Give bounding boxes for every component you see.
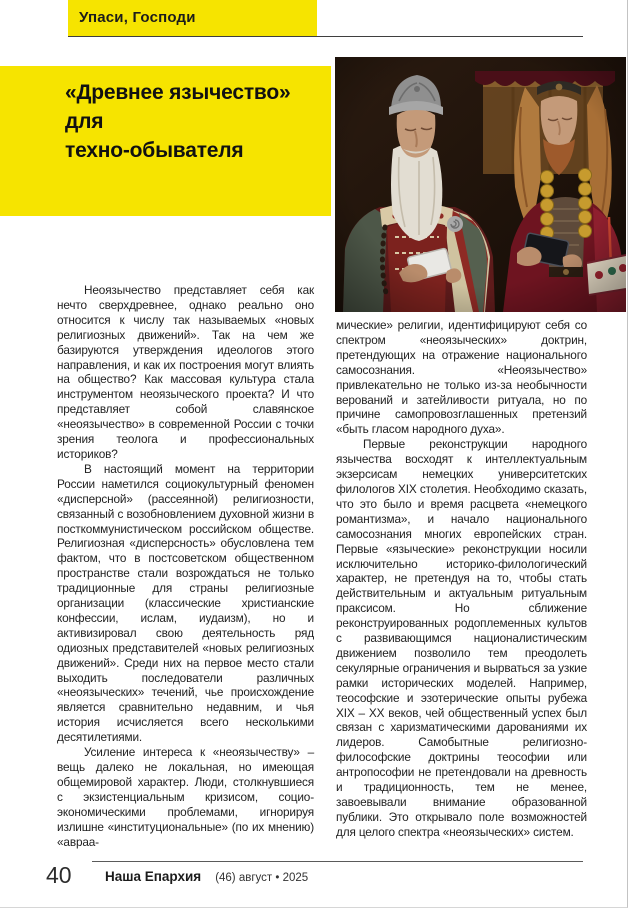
issue-info: (46) август • 2025 (215, 872, 309, 884)
article-photo (335, 57, 626, 312)
article-title-block (0, 66, 331, 216)
magazine-name: Наша Епархия (105, 869, 202, 884)
page-number: 40 (46, 862, 72, 888)
section-tag-label: Упаси, Господи (79, 9, 196, 26)
header-rule (68, 36, 583, 37)
footer-rule (92, 861, 583, 862)
paragraph: В настоящий момент на территории России наметился социокультурный феномен «дисперсной» (рассеянной) религиозности, связанный с возобновлением духовной жизни в посткоммунистическом российском обществе. Религиозная «дисперсность» обусловлена тем фактом, что в постсоветском общественном пространстве стали возрождаться не только традиционные для страны религиозные организации (классические христианские конфессии, ислам, иудаизм), но и активизировал свою деятельность ряд одиозных представителей «новых религиозных движений». Среди них на первое место стали выходить последователи различных «неоязыческих» течений, чье происхождение является сравнительно недавним, и чья история исчисляется всего несколькими десятилетиями. (57, 461, 314, 745)
article-column-right (336, 318, 587, 840)
footer-info (105, 869, 308, 884)
article-column-left (57, 283, 314, 849)
article-title-line-1: «Древнее язычество» для (65, 81, 291, 133)
article-title-line-2: техно-обывателя (65, 139, 244, 162)
paragraph: Усиление интереса к «неоязычеству» – вещь далеко не локальная, но имеющая общемировой характер. Люди, столкнувшиеся с экзистенциальным кризисом, социо-экономическими проблемами, игнорируя излишне «институциональные» (по их мнению) «авраа- (57, 745, 314, 849)
section-tag (68, 0, 317, 36)
pagans-with-smartphones-illustration (335, 57, 626, 312)
paragraph: Первые реконструкции народного язычества восходят к интеллектуальным экзерсисам немецких университетских филологов XIX столетия. Необходимо сказать, что это было и время расцвета «немецкого романтизма», и начало национального самосознания многих европейских стран. Первые «языческие» реконструкции носили исключительно историко-филологический характер, не претендуя на то, чтобы стать действительным и актуальным ритуальным праксисом. Но сближение реконструированных родоплеменных культов с развивающимся националистическим движением позволило тем преодолеть секулярные ограничения и вырваться за узкие рамки исторических моделей. Например, теософские и эзотерические опыты рубежа XIX – XX веков, чей общественный успех был связан с харизматическими дарованиями их лидеров. Самобытные религиозно-философские доктрины теософии или антропософии не претендовали на древность и традиционность, тем не менее, завоевывали внимание образованной публики. Это открывало поле возможностей для целого спектра «неоязыческих» систем. (336, 437, 587, 839)
paragraph: мические» религии, идентифицируют себя со спектром «неоязыческих» доктрин, претендующих на отражение национального самосознания. «Неоязычество» привлекательно не только из-за необычности верований и затейливости ритуала, но по причине самопровозглашенных претензий «быть гласом народного духа». (336, 318, 587, 437)
paragraph: Неоязычество представляет себя как нечто сверхдревнее, однако реально оно относится к числу так называемых «новых религиозных движений». Так на чем же базируются утверждения идеологов этого направления, и как их построения могут влиять на общество? Как массовая культура стала инструментом неоязыческого проекта? И что представляет собой славянское «неоязычество» в современной России с точки зрения теолога и профессиональных историков? (57, 283, 314, 461)
